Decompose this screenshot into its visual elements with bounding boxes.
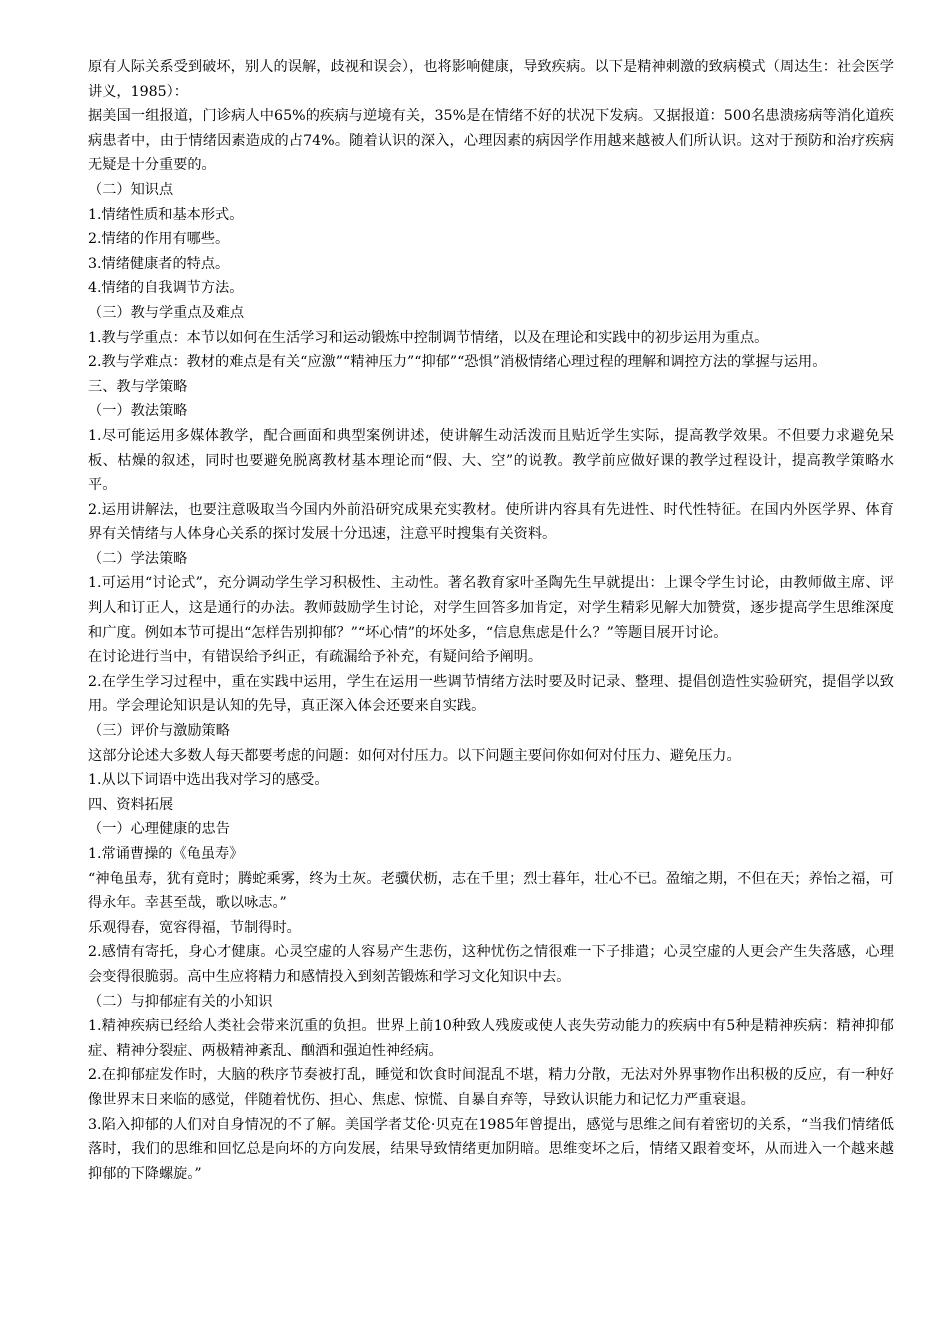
list-item: 2.感情有寄托，身心才健康。心灵空虚的人容易产生悲伤，这种忧伤之情很难一下子排遣；心灵空虚的人更会产生失落感，心理会变得很脆弱。高中生应将精力和感情投入到刻苦锻炼和学习文化知识中去。 <box>88 944 894 985</box>
list-item: 3.情绪健康者的特点。 <box>88 255 230 272</box>
list-item: 3.陷入抑郁的人们对自身情况的不了解。美国学者艾伦·贝克在1985年曾提出，感觉与思维之间有着密切的关系，“当我们情绪低落时，我们的思维和回忆总是向坏的方向发展，结果导致情绪更加阴暗。思维变坏之后，情绪又跟着变坏，从而进入一个越来越抑郁的下降螺旋。” <box>88 1116 894 1182</box>
poem-quote: “神龟虽寿，犹有竟时；腾蛇乘雾，终为土灰。老骥伏枥，志在千里；烈士暮年，壮心不已。盈缩之期，不但在天；养怡之福，可得永年。幸甚至哉，歌以咏志。” <box>88 870 894 912</box>
section-heading: （三）评价与激励策略 <box>88 723 230 740</box>
list-item: 1.精神疾病已经给人类社会带来沉重的负担。世界上前10种致人残废或使人丧失劳动能力的疾病中有5种是精神疾病：精神抑郁症、精神分裂症、两极精神紊乱、酗酒和强迫性神经病。 <box>88 1018 894 1059</box>
paragraph: 在讨论进行当中，有错误给予纠正，有疏漏给予补充，有疑问给予阐明。 <box>88 649 543 666</box>
list-item: 2.教与学难点：教材的难点是有关“应激”“精神压力”“抑郁”“恐惧”消极情绪心理过程的理解和调控方法的掌握与运用。 <box>88 354 827 371</box>
section-heading: （一）教法策略 <box>88 403 188 420</box>
list-item: 1.从以下词语中选出我对学习的感受。 <box>88 772 329 789</box>
document-page <box>88 55 894 1186</box>
list-item: 1.教与学重点：本节以如何在生活学习和运动锻炼中控制调节情绪，以及在理论和实践中的初步运用为重点。 <box>88 329 769 346</box>
list-item: 1.情绪性质和基本形式。 <box>88 206 244 223</box>
paragraph: 据美国一组报道，门诊病人中65%的疾病与逆境有关，35%是在情绪不好的状况下发病。又据报道：500名患溃疡病等消化道疾病患者中，由于情绪因素造成的占74%。随着认识的深入，心理因素的病因学作用越来越被人们所认识。这对于预防和治疗疾病无疑是十分重要的。 <box>88 108 894 174</box>
paragraph: 原有人际关系受到破坏，别人的误解，歧视和误会），也将影响健康，导致疾病。以下是精神刺激的致病模式（周达生：社会医学讲义，1985）： <box>88 59 894 100</box>
section-heading: （二）与抑郁症有关的小知识 <box>88 993 273 1010</box>
list-item: 2.情绪的作用有哪些。 <box>88 231 230 248</box>
list-item: 4.情绪的自我调节方法。 <box>88 280 244 297</box>
paragraph: 乐观得春，宽容得福，节制得时。 <box>88 919 301 936</box>
section-heading: （二）学法策略 <box>88 550 188 567</box>
list-item: 1.尽可能运用多媒体教学，配合画面和典型案例讲述，使讲解生动活泼而且贴近学生实际，提高教学效果。不但要力求避免呆板、枯燥的叙述，同时也要避免脱离教材基本理论而“假、大、空”的说教。教学前应做好课的教学过程设计，提高教学策略水平。 <box>88 427 894 494</box>
list-item: 1.常诵曹操的《龟虽寿》 <box>88 846 244 862</box>
list-item: 2.在学生学习过程中，重在实践中运用，学生在运用一些调节情绪方法时要及时记录、整理、提倡创造性实验研究，提倡学以致用。学会理论知识是认知的先导，真正深入体会还要来自实践。 <box>88 673 894 715</box>
list-item: 2.在抑郁症发作时，大脑的秩序节奏被打乱，睡觉和饮食时间混乱不堪，精力分散，无法对外界事物作出积极的反应，有一种好像世界末日来临的感觉，伴随着忧伤、担心、焦虑、惊慌、自暴自弃等，导致认识能力和记忆力严重衰退。 <box>88 1067 894 1108</box>
paragraph: 这部分论述大多数人每天都要考虑的问题：如何对付压力。以下问题主要问你如何对付压力、避免压力。 <box>88 747 741 764</box>
chapter-heading: 三、教与学策略 <box>88 378 188 395</box>
chapter-heading: 四、资料拓展 <box>88 796 174 813</box>
list-item: 1.可运用“讨论式”，充分调动学生学习积极性、主动性。著名教育家叶圣陶先生早就提出：上课令学生讨论，由教师做主席、评判人和订正人，这是通行的办法。教师鼓励学生讨论，对学生回答多加肯定，对学生精彩见解大加赞赏，逐步提高学生思维深度和广度。例如本节可提出“怎样告别抑郁？”“坏心情”的坏处多，“信息焦虑是什么？”等题目展开讨论。 <box>88 575 894 641</box>
section-heading: （一）心理健康的忠告 <box>88 821 230 838</box>
section-heading: （二）知识点 <box>88 181 174 198</box>
list-item: 2.运用讲解法，也要注意吸取当今国内外前沿研究成果充实教材。使所讲内容具有先进性、时代性特征。在国内外医学界、体育界有关情绪与人体身心关系的探讨发展十分迅速，注意平时搜集有关资料。 <box>88 501 894 543</box>
section-heading: （三）教与学重点及难点 <box>88 304 245 321</box>
